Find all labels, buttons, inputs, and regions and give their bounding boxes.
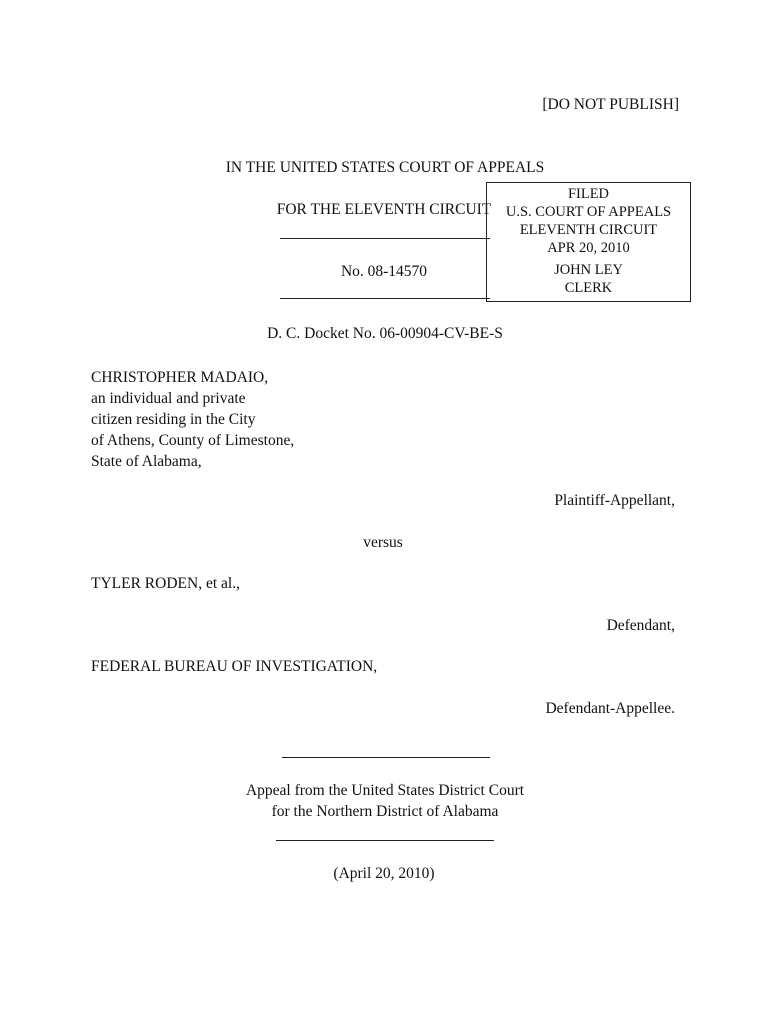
plaintiff-description: citizen residing in the City <box>91 411 256 428</box>
court-name: IN THE UNITED STATES COURT OF APPEALS <box>225 159 545 176</box>
divider-line <box>280 298 490 299</box>
circuit-name: FOR THE ELEVENTH CIRCUIT <box>276 201 492 218</box>
plaintiff-name: CHRISTOPHER MADAIO, <box>91 369 269 386</box>
plaintiff-block <box>91 367 294 472</box>
case-number: No. 08-14570 <box>340 263 428 280</box>
defendant-name: TYLER RODEN, et al., <box>91 575 240 592</box>
filed-stamp-line: CLERK <box>564 280 613 296</box>
filed-stamp <box>486 182 691 302</box>
docket-number: D. C. Docket No. 06-00904-CV-BE-S <box>267 325 503 342</box>
versus-text: versus <box>363 534 403 551</box>
appellee-name: FEDERAL BUREAU OF INVESTIGATION, <box>91 658 378 675</box>
plaintiff-description: an individual and private <box>91 390 246 407</box>
filed-stamp-line: APR 20, 2010 <box>547 240 630 256</box>
plaintiff-description: of Athens, County of Limestone, <box>91 432 295 449</box>
filed-stamp-line: U.S. COURT OF APPEALS <box>505 204 672 220</box>
plaintiff-description: State of Alabama, <box>91 453 202 470</box>
opinion-date: (April 20, 2010) <box>333 865 435 882</box>
filed-stamp-line: FILED <box>567 186 610 202</box>
divider-line <box>282 757 490 758</box>
divider-line <box>280 238 490 239</box>
divider-line <box>276 840 494 841</box>
appeal-line-2: for the Northern District of Alabama <box>271 803 499 820</box>
plaintiff-role: Plaintiff-Appellant, <box>554 492 675 509</box>
filed-stamp-line: JOHN LEY <box>554 262 623 278</box>
defendant-role: Defendant, <box>606 617 675 634</box>
appeal-line-1: Appeal from the United States District Court <box>245 782 525 799</box>
appellee-role: Defendant-Appellee. <box>545 700 675 717</box>
filed-stamp-line: ELEVENTH CIRCUIT <box>519 222 658 238</box>
publication-note: [DO NOT PUBLISH] <box>542 96 679 113</box>
